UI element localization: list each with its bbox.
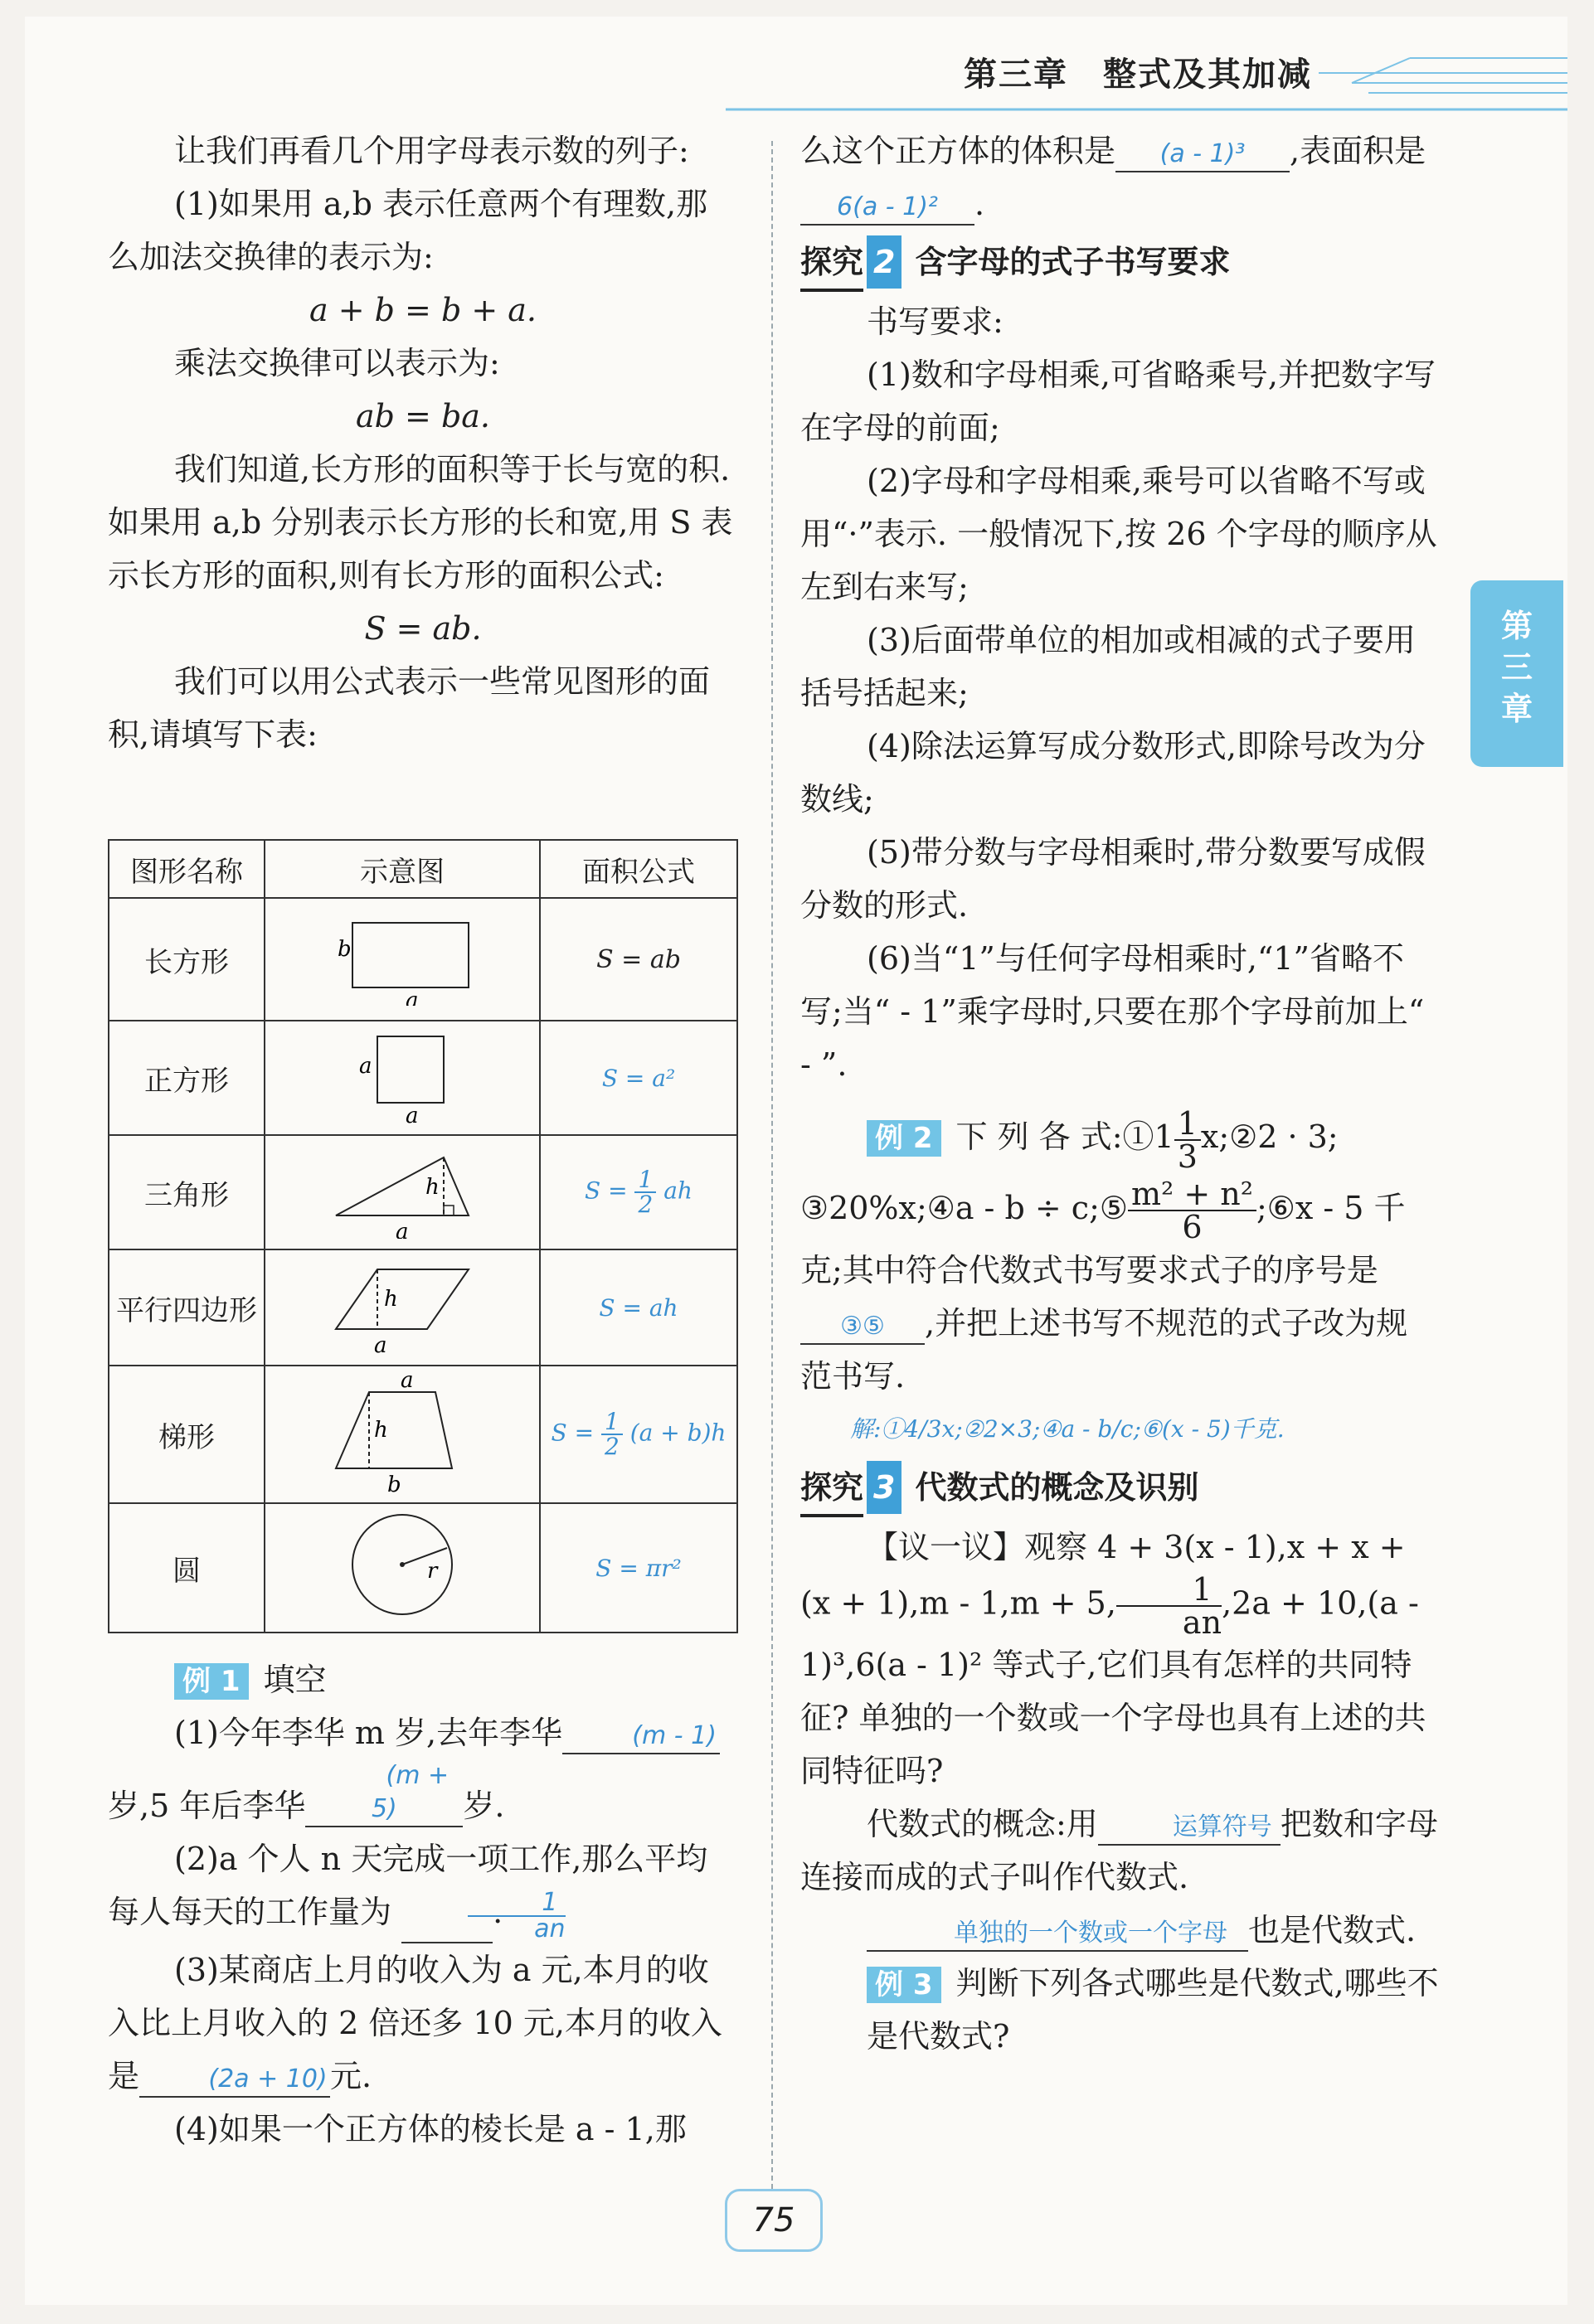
- table-row: [109, 1249, 737, 1366]
- trapezoid-diagram: [265, 1366, 540, 1503]
- answer-blank[interactable]: 6(a - 1)²: [800, 191, 974, 226]
- square-label-left: a: [359, 1053, 372, 1079]
- example-2-solution: 解:①4/3x;②2×3;④a - b/c;⑥(x - 5)千克.: [850, 1414, 1285, 1443]
- table-row: [109, 1366, 737, 1503]
- example-1-q1: (1)今年李华 m 岁,去年李华 (m - 1)岁,5 年后李华(m + 5) 岁.: [108, 1706, 738, 1832]
- area-formula: S = πr²: [540, 1503, 737, 1633]
- example-1-heading: [108, 1653, 738, 1706]
- example-1-badge: 例 1: [174, 1663, 249, 1700]
- trapezoid-shape: [319, 1369, 485, 1493]
- example-1-q2: (2)a 个人 n 天完成一项工作,那么平均每人每天的工作量为 $\frac{1}{an}$ .: [108, 1841, 708, 1943]
- area-formula: S = ab: [540, 898, 737, 1021]
- fraction: $\frac{1}{2}$: [601, 1410, 623, 1458]
- section-tag: 探究: [800, 1461, 863, 1517]
- fraction: $\frac{1}{an}$: [1116, 1574, 1222, 1638]
- discussion-text: 【议一议】观察 4 + 3(x - 1),x + x + (x + 1),m - 1,m + 5, $\frac{1}{an}$ ,2a + 10,(a - 1)³,6(a - 1)² 等式子,它们具有怎样的共同特征? 单独的一个数或一个字母也具有上述的共同特征吗?: [800, 1528, 1426, 1789]
- multiplication-law: ab = ba.: [355, 398, 491, 434]
- requirement-item: (3)后面带单位的相加或相减的式子要用括号括起来;: [800, 622, 1416, 711]
- answer-blank[interactable]: (2a + 10): [139, 2063, 330, 2098]
- example-1-title: 填空: [263, 1662, 327, 1698]
- example-2-badge: 例 2: [867, 1120, 941, 1157]
- requirements-title: 书写要求:: [867, 303, 1004, 340]
- example-3: [800, 1957, 1439, 2063]
- triangle-shape: [319, 1139, 485, 1239]
- shape-name: 平行四边形: [109, 1249, 265, 1366]
- header-decoration: [0, 0, 1594, 116]
- circle-label-r: r: [427, 1558, 438, 1584]
- shape-name: 梯形: [109, 1366, 265, 1503]
- requirement-item: (2)字母和字母相乘,乘号可以省略不写或用“·”表示. 一般情况下,按 26 个字母的顺序从左到右来写;: [800, 463, 1437, 605]
- table-header: 图形名称: [109, 840, 265, 898]
- formula-prefix: S =: [585, 1177, 628, 1205]
- triangle-label-a: a: [396, 1219, 409, 1239]
- parallelogram-shape: [319, 1254, 485, 1354]
- requirement-item: (1)数和字母相乘,可省略乘号,并把数字写在字母的前面;: [800, 357, 1436, 446]
- example-1-q4: (4)如果一个正方体的棱长是 a - 1,那: [174, 2110, 687, 2147]
- formula-prefix: S =: [551, 1419, 595, 1447]
- page-number: 75: [725, 2189, 823, 2252]
- chapter-title: 第三章 整式及其加减: [964, 56, 1312, 94]
- fraction: $\frac{1}{2}$: [634, 1168, 656, 1216]
- trap-label-h: h: [374, 1417, 388, 1443]
- fraction: $\frac{\text{m² + n²}}{6}$: [1128, 1178, 1256, 1243]
- rectangle-shape: [319, 906, 485, 1006]
- example-3-text: 判断下列各式哪些是代数式,哪些不是代数式?: [867, 1964, 1439, 2055]
- left-column: [108, 124, 738, 761]
- example-2-line3: 克;其中符合代数式书写要求式子的序号是③⑤ ,并把上述书写不规范的式子改为规范书写.: [800, 1251, 1408, 1395]
- section-tag: 探究: [800, 235, 863, 292]
- area-formula: [540, 1135, 737, 1249]
- area-formula: [540, 1366, 737, 1503]
- chapter-side-tab: [1470, 580, 1563, 767]
- para-label-a: a: [374, 1332, 387, 1354]
- cube-continuation: 么这个正方体的体积是 (a - 1)³ ,表面积是6(a - 1)² .: [800, 124, 1439, 230]
- para-label-h: h: [384, 1286, 398, 1312]
- side-tab-label: 第三章: [1500, 608, 1533, 727]
- rectangle-text: 我们知道,长方形的面积等于长与宽的积. 如果用 a,b 分别表示长方形的长和宽,用 S 表示长方形的面积,则有长方形的面积公式:: [108, 451, 733, 594]
- area-formula: S = a²: [540, 1021, 737, 1135]
- parallelogram-diagram: [265, 1249, 540, 1366]
- intro-text: 让我们再看几个用字母表示数的列子:: [174, 133, 689, 169]
- example-2-line1: 例 2 下 列 各 式:①1 $\frac{1}{3}$ x;②2 · 3;: [800, 1104, 1439, 1172]
- rectangle-formula: S = ab.: [364, 610, 482, 647]
- example-1-q3: (3)某商店上月的收入为 a 元,本月的收入比上月收入的 2 倍还多 10 元,本月的收入是 (2a + 10)元.: [108, 1943, 738, 2103]
- rectangle-diagram: [265, 898, 540, 1021]
- addition-law: a + b = b + a.: [309, 292, 537, 328]
- area-formula-table: [108, 839, 738, 1633]
- rect-label-a: a: [406, 987, 419, 1006]
- example-2-line2: ③20%x;④a - b ÷ c;⑤ $\frac{\text{m² + n²}}{6}$ ;⑥x - 5 千: [800, 1176, 1406, 1245]
- multiplication-intro: 乘法交换律可以表示为:: [174, 345, 500, 381]
- right-column: [800, 124, 1439, 2063]
- example-1: [108, 1653, 738, 2156]
- circle-diagram: [265, 1503, 540, 1633]
- table-row: [109, 1135, 737, 1249]
- example-3-badge: 例 3: [867, 1967, 941, 2003]
- shape-name: 三角形: [109, 1135, 265, 1249]
- answer-blank[interactable]: $\frac{1}{an}$: [401, 1890, 493, 1943]
- table-header-row: [109, 840, 737, 898]
- question-1-text: (1)如果用 a,b 表示任意两个有理数,那么加法交换律的表示为:: [108, 186, 708, 275]
- triangle-label-h: h: [425, 1174, 440, 1200]
- circle-shape: [344, 1506, 460, 1623]
- shape-name: 正方形: [109, 1021, 265, 1135]
- section-number: 3: [867, 1461, 901, 1514]
- section-title: 代数式的概念及识别: [915, 1468, 1199, 1506]
- area-formula: S = ah: [540, 1249, 737, 1366]
- table-row: [109, 1021, 737, 1135]
- requirement-item: (5)带分数与字母相乘时,带分数要写成假分数的形式.: [800, 834, 1426, 924]
- table-intro: 我们可以用公式表示一些常见图形的面积,请填写下表:: [108, 663, 711, 753]
- section-number: 2: [867, 235, 901, 289]
- answer-blank[interactable]: (m - 1): [562, 1720, 720, 1754]
- answer-blank[interactable]: (a - 1)³: [1115, 138, 1290, 172]
- fraction: $\frac{1}{3}$: [1174, 1108, 1201, 1172]
- square-shape: [344, 1025, 460, 1124]
- table-header: 示意图: [265, 840, 540, 898]
- square-diagram: [265, 1021, 540, 1135]
- concept-text: 代数式的概念:用 运算符号 把数和字母连接而成的式子叫作代数式.: [800, 1805, 1438, 1895]
- answer-blank[interactable]: 运算符号: [1098, 1811, 1281, 1846]
- triangle-diagram: [265, 1135, 540, 1249]
- table-header: 面积公式: [540, 840, 737, 898]
- square-label-bottom: a: [406, 1103, 419, 1124]
- trap-label-a: a: [401, 1368, 414, 1393]
- section-title: 含字母的式子书写要求: [915, 244, 1231, 280]
- section-3-heading: [800, 1461, 1439, 1517]
- section-2-heading: [800, 235, 1439, 292]
- formula-suffix: (a + b)h: [629, 1419, 727, 1447]
- column-divider: [771, 141, 773, 2189]
- rect-label-b: b: [338, 936, 352, 962]
- formula-suffix: ah: [663, 1177, 693, 1205]
- trap-label-b: b: [387, 1472, 401, 1493]
- table-row: [109, 1503, 737, 1633]
- table-row: [109, 898, 737, 1021]
- shape-name: 长方形: [109, 898, 265, 1021]
- page-header: [0, 0, 1594, 116]
- requirement-item: (6)当“1”与任何字母相乘时,“1”省略不写;当“ - 1”乘字母时,只要在那个字母前加上“ - ”.: [800, 940, 1425, 1083]
- single-term-text: 单独的一个数或一个字母 也是代数式.: [800, 1904, 1439, 1957]
- shape-name: 圆: [109, 1503, 265, 1633]
- answer-blank[interactable]: (m + 5): [305, 1759, 463, 1827]
- answer-blank[interactable]: ③⑤: [800, 1310, 925, 1345]
- requirement-item: (4)除法运算写成分数形式,即除号改为分数线;: [800, 728, 1426, 818]
- answer-blank[interactable]: 单独的一个数或一个字母: [867, 1917, 1248, 1952]
